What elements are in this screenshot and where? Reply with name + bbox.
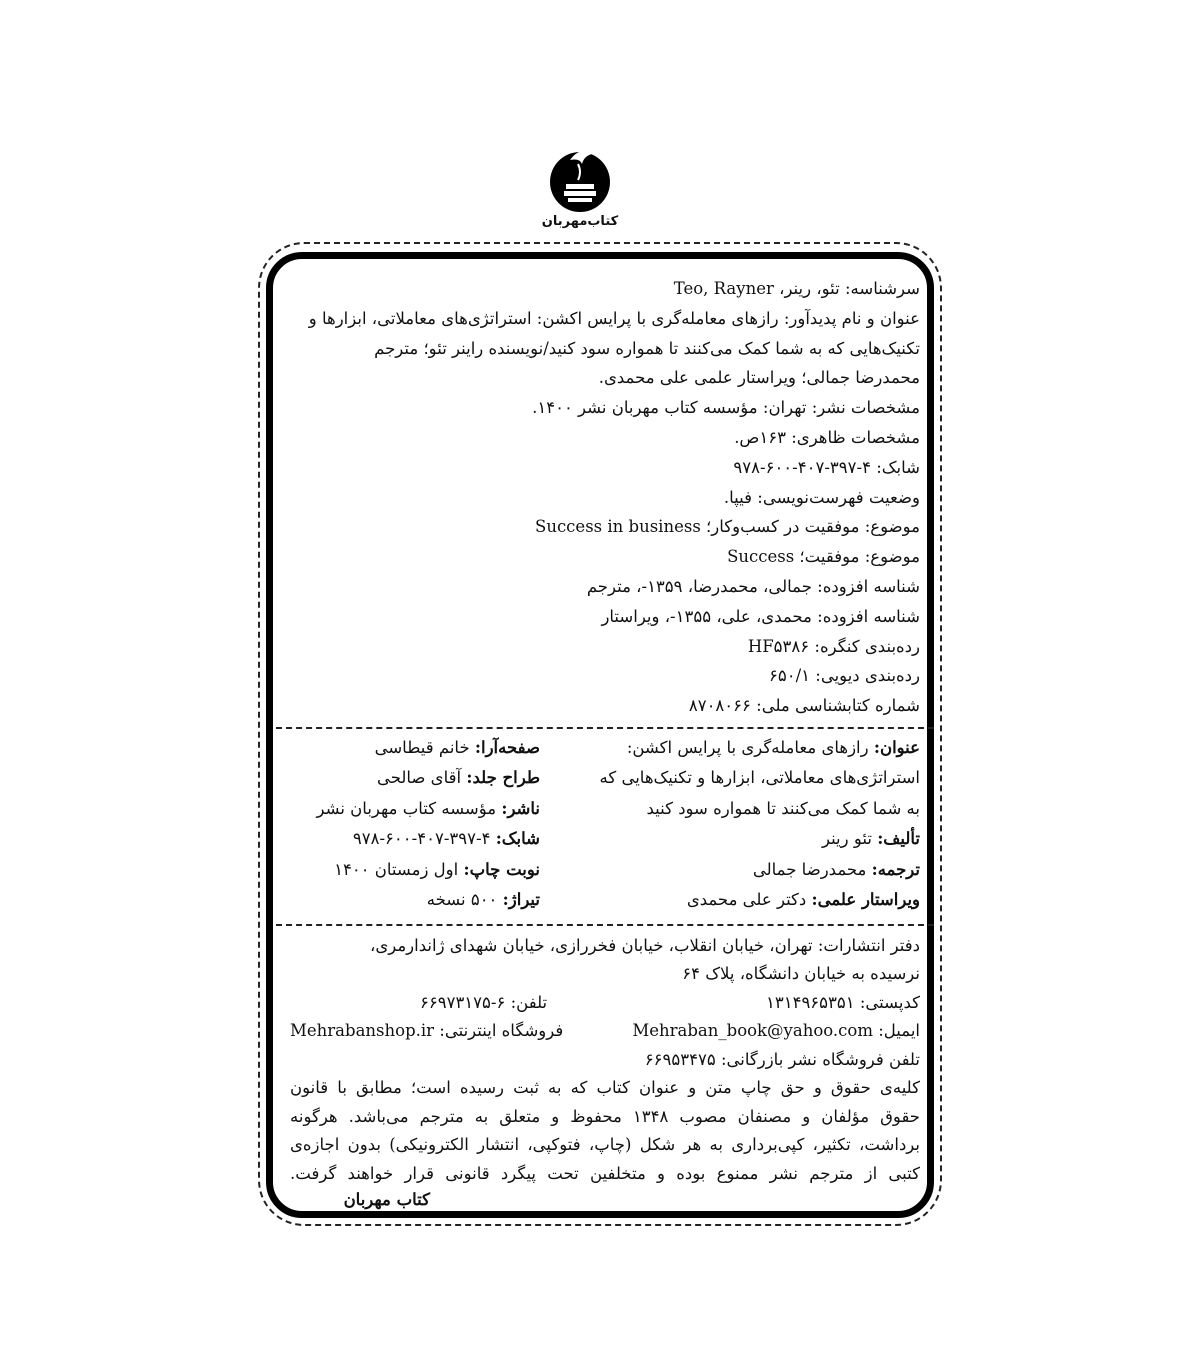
print-run-value: ۵۰۰ نسخه (426, 890, 498, 910)
editor-label: ویراستار علمی: (811, 890, 920, 910)
cip-line-subject: موضوع: موفقیت در کسب‌وکار؛ Success in business (535, 517, 920, 537)
credits-left-column (290, 733, 540, 916)
cip-line-isbn: شابک: ۴-۳۹۷-۴۰۷-۶۰۰-۹۷۸ (733, 457, 920, 477)
cataloging-in-publication-block (290, 274, 920, 721)
cip-line-subject: موضوع: موفقیت؛ Success (727, 547, 920, 567)
author-value: تئو رینر (821, 829, 872, 849)
cip-line-physical: مشخصات ظاهری: ۱۶۳ص. (734, 427, 920, 447)
dashed-divider (276, 924, 934, 926)
editor-value: دکتر علی محمدی (686, 890, 807, 910)
layout-label: صفحه‌آرا: (474, 737, 540, 757)
cip-line-added-entry: شناسه افزوده: محمدی، علی، ۱۳۵۵-، ویراستار (601, 606, 920, 626)
publisher-value: مؤسسه کتاب مهربان نشر (316, 798, 497, 818)
phone-number: تلفن: ۶-۶۶۹۷۳۱۷۵ (420, 992, 548, 1012)
dashed-divider (276, 727, 934, 729)
postal-code: کدپستی: ۱۳۱۴۹۶۵۳۵۱ (766, 992, 920, 1012)
shop-phone: تلفن فروشگاه نشر بازرگانی: ۶۶۹۵۳۴۷۵ (644, 1049, 920, 1069)
edition-label: نوبت چاپ: (463, 859, 540, 879)
title-line: استراتژی‌های معاملاتی، ابزارها و تکنیک‌هایی که (599, 768, 920, 788)
title-label: عنوان: (873, 737, 920, 757)
rights-line: برداشت، تکثیر، کپی‌برداری به هر شکل (چاپ، فتوکپی، انتشار الکترونیکی) بدون اجازه‌ی (290, 1135, 920, 1155)
cip-line-lc-class: رده‌بندی کنگره: HF۵۳۸۶ (747, 636, 920, 656)
office-address-cont: نرسیده به خیابان دانشگاه، پلاک ۶۴ (682, 964, 920, 984)
translator-value: محمدرضا جمالی (752, 859, 867, 879)
layout-value: خانم قیطاسی (374, 737, 470, 757)
publisher-address-block (290, 930, 920, 1075)
online-shop-link[interactable]: فروشگاه اینترنتی: Mehrabanshop.ir (290, 1021, 564, 1041)
cip-line-added-entry: شناسه افزوده: جمالی، محمدرضا، ۱۳۵۹-، مترجم (586, 576, 920, 596)
book-credits (290, 733, 920, 916)
copyright-notice (290, 1074, 920, 1188)
cip-line-title-cont: تکنیک‌هایی که به شما کمک می‌کنند تا همواره سود کنید/نویسنده راینر تئو؛ مترجم (374, 338, 920, 358)
logo-wordmark: کتاب‌مهربان (541, 214, 619, 229)
isbn-value: ۴-۳۹۷-۴۰۷-۶۰۰-۹۷۸ (352, 829, 491, 849)
cip-line-title-cont: محمدرضا جمالی؛ ویراستار علمی علی محمدی. (598, 368, 920, 388)
cip-line-national-number: شماره کتابشناسی ملی: ۸۷۰۸۰۶۶ (688, 696, 920, 716)
cover-label: طراح جلد: (466, 768, 540, 788)
print-run-label: تیراژ: (502, 890, 540, 910)
office-address: دفتر انتشارات: تهران، خیابان انقلاب، خیابان فخررازی، خیابان شهدای ژاندارمری، (370, 935, 920, 955)
cip-line-title: عنوان و نام پدیدآور: رازهای معامله‌گری با پرایس اکشن: استراتژی‌های معاملاتی، ابزارها و (308, 308, 920, 328)
copyright-page-content (290, 274, 920, 1212)
cip-line-publication: مشخصات نشر: تهران: مؤسسه کتاب مهربان نشر ۱۴۰۰. (532, 398, 920, 418)
cip-line-author: سرشناسه: تئو، رینر، Teo, Rayner (673, 279, 920, 298)
publisher-label: ناشر: (501, 798, 540, 818)
author-label: تألیف: (877, 829, 920, 849)
rights-line: حقوق مؤلفان و مصنفان مصوب ۱۳۴۸ محفوظ و متعلق به مترجم می‌باشد. هرگونه (290, 1106, 920, 1126)
publisher-signature: کتاب مهربان (343, 1190, 430, 1210)
cover-value: آقای صالحی (376, 768, 462, 788)
title-line: به شما کمک می‌کنند تا همواره سود کنید (646, 798, 920, 818)
credits-right-column (590, 733, 920, 916)
cip-line-dewey: رده‌بندی دیویی: ۶۵۰/۱ (769, 666, 920, 686)
title-line: رازهای معامله‌گری با پرایس اکشن: (626, 737, 869, 757)
isbn-label: شابک: (495, 829, 540, 849)
edition-value: اول زمستان ۱۴۰۰ (334, 859, 459, 879)
rights-line: کلیه‌ی حقوق و حق چاپ متن و عنوان کتاب که به ثبت رسیده است؛ مطابق با قانون (290, 1078, 920, 1098)
rights-line: کتبی از مترجم نشر ممنوع بوده و متخلفین تحت پیگرد قانونی قرار خواهند گرفت. (290, 1163, 920, 1183)
email-link[interactable]: ایمیل: Mehraban_book@yahoo.com (632, 1021, 920, 1041)
translator-label: ترجمه: (871, 859, 920, 879)
cip-line-status: وضعیت فهرست‌نویسی: فیپا. (723, 487, 920, 507)
